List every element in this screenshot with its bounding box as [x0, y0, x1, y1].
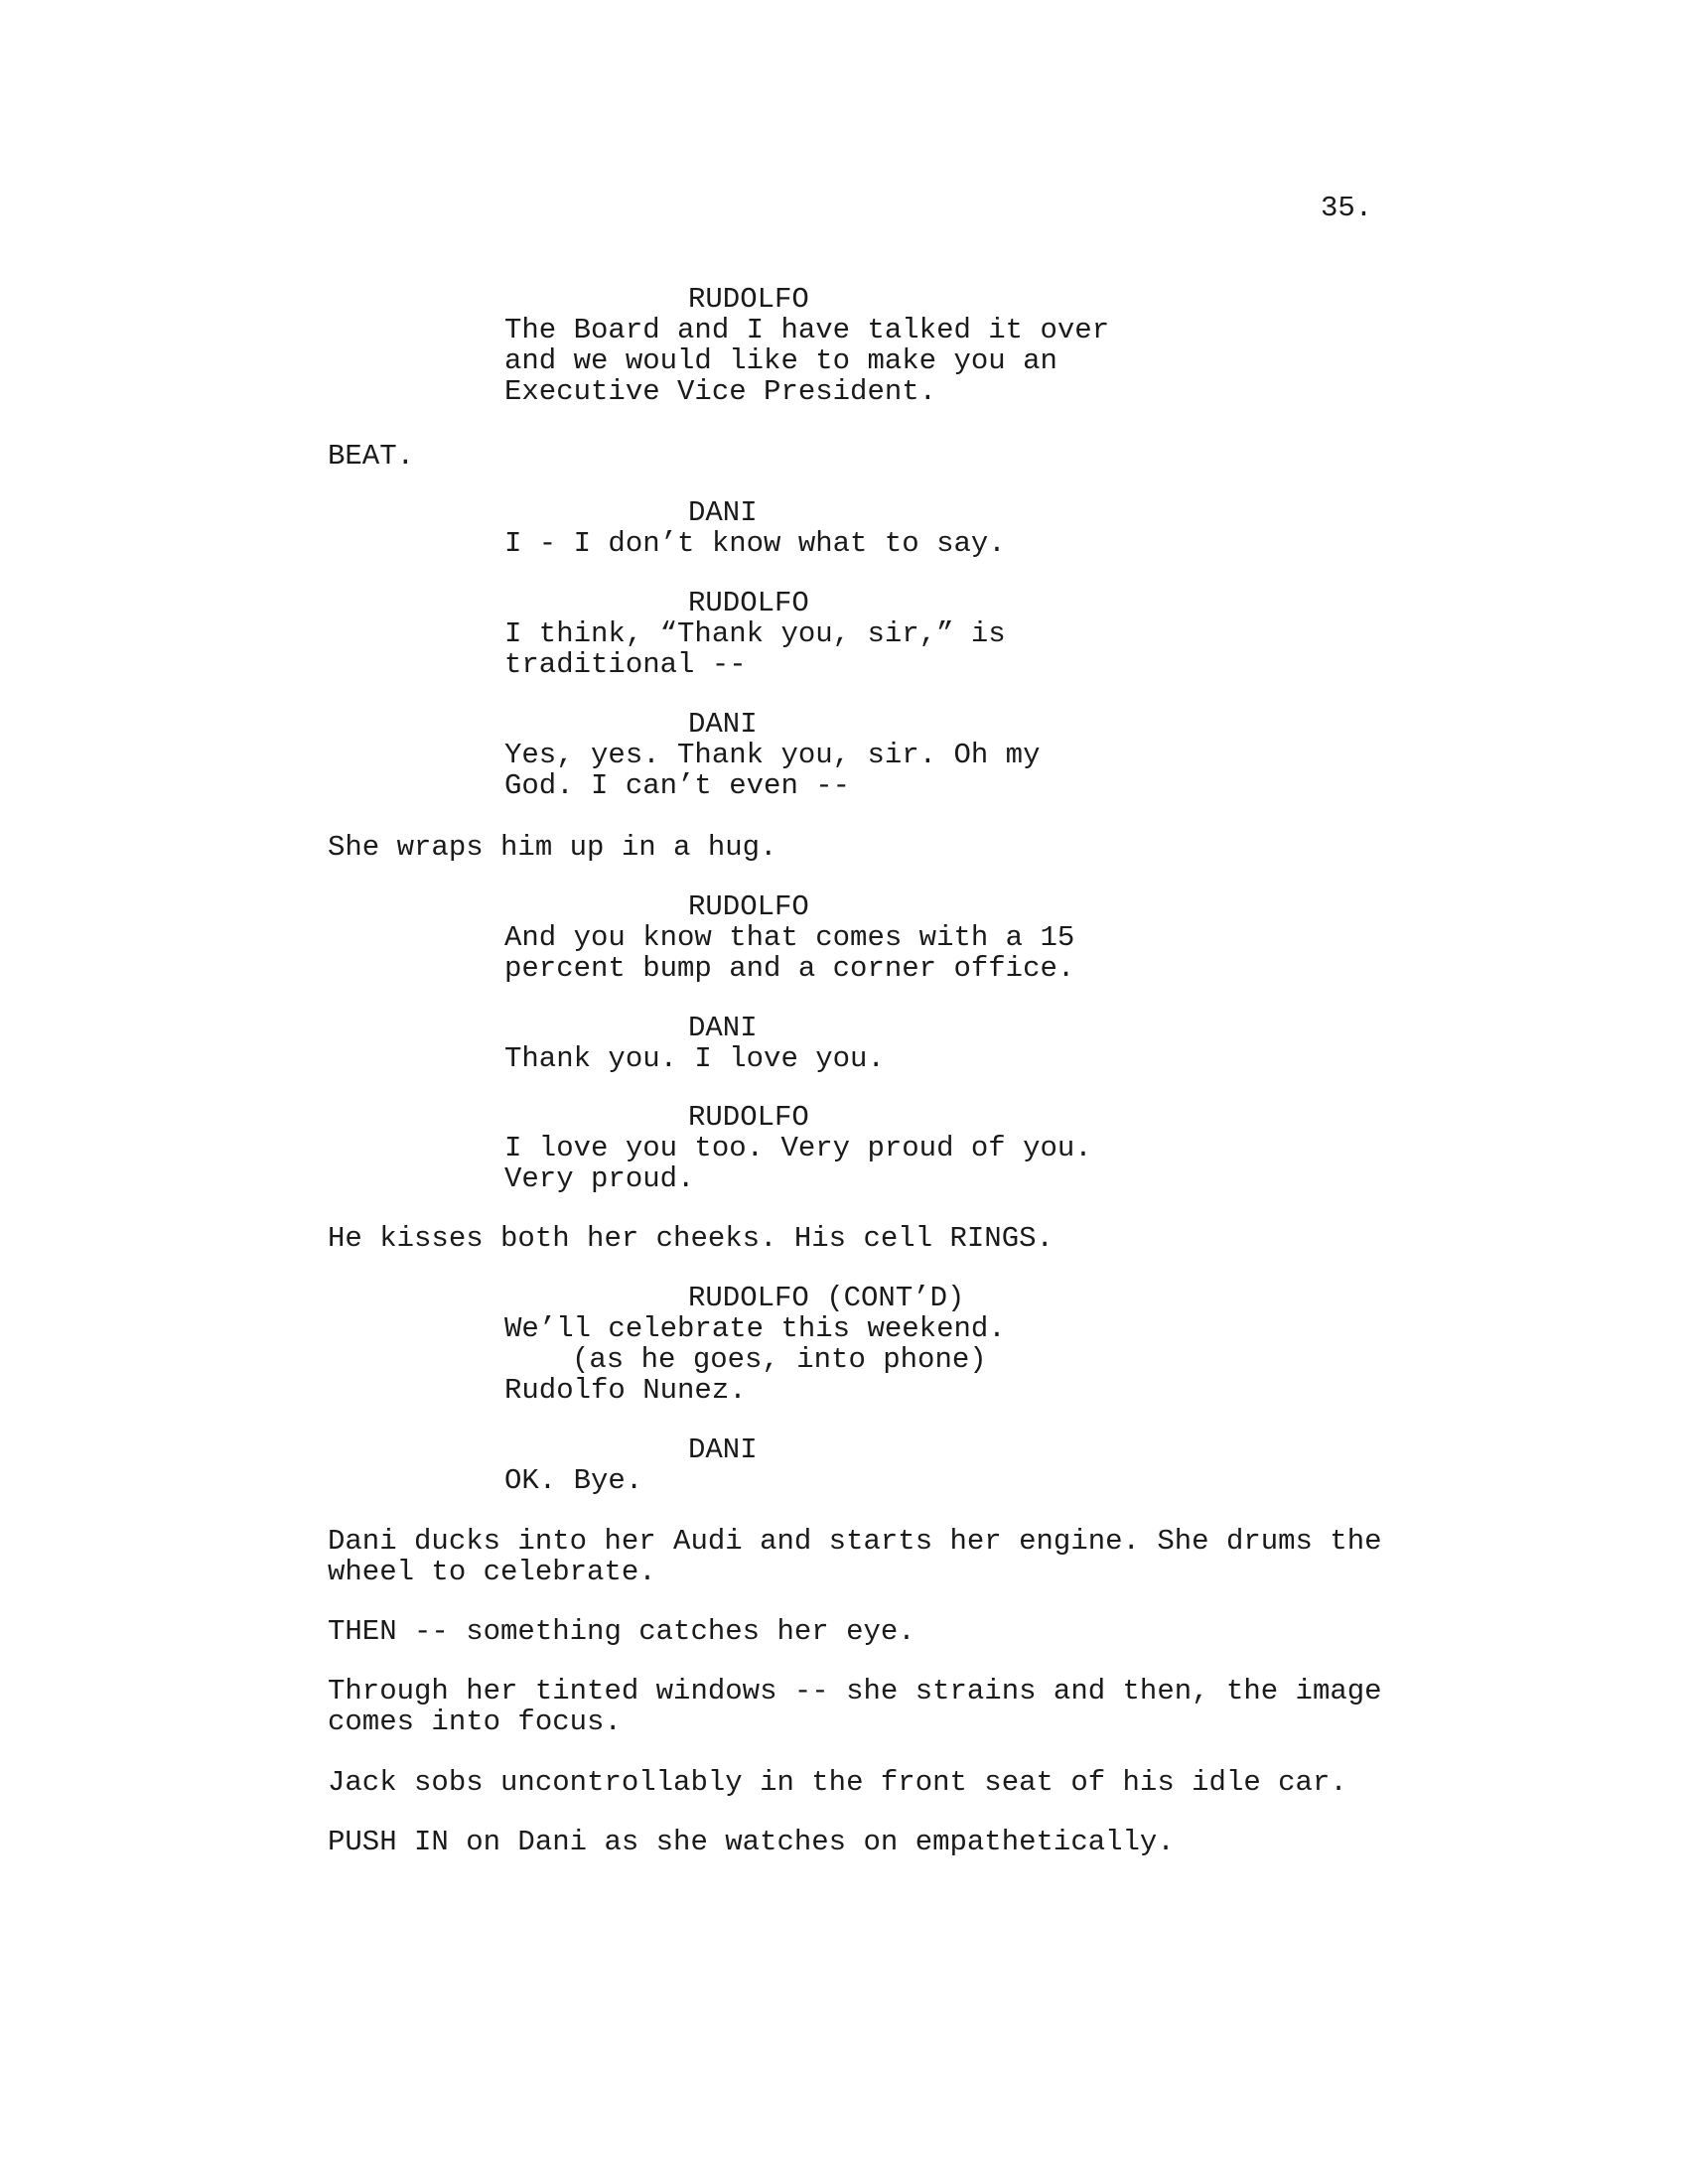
action-line: Through her tinted windows -- she strains and then, the image	[328, 1675, 1382, 1707]
character-cue-rudolfo: RUDOLFO	[688, 283, 809, 316]
action-line: THEN -- something catches her eye.	[328, 1615, 915, 1648]
action-line: Jack sobs uncontrollably in the front seat of his idle car.	[328, 1766, 1347, 1799]
parenthetical: (as he goes, into phone)	[572, 1343, 987, 1376]
character-cue-dani: DANI	[688, 496, 758, 529]
dialogue-line: I - I don’t know what to say.	[504, 527, 1006, 560]
dialogue-line: God. I can’t even --	[504, 769, 851, 802]
dialogue-line: Very proud.	[504, 1162, 695, 1195]
dialogue-line: And you know that comes with a 15	[504, 921, 1075, 954]
dialogue-line: traditional --	[504, 648, 747, 681]
character-cue-rudolfo-contd: RUDOLFO (CONT’D)	[688, 1282, 965, 1314]
character-cue-rudolfo: RUDOLFO	[688, 587, 809, 619]
character-cue-dani: DANI	[688, 708, 758, 741]
dialogue-line: Yes, yes. Thank you, sir. Oh my	[504, 739, 1041, 771]
dialogue-line: Executive Vice President.	[504, 375, 937, 408]
dialogue-line: and we would like to make you an	[504, 344, 1057, 377]
character-cue-rudolfo: RUDOLFO	[688, 1101, 809, 1134]
action-line: He kisses both her cheeks. His cell RINGS.	[328, 1222, 1054, 1255]
action-line: She wraps him up in a hug.	[328, 831, 777, 864]
action-line: comes into focus.	[328, 1706, 622, 1738]
dialogue-line: Thank you. I love you.	[504, 1042, 885, 1075]
page-number: 35.	[1321, 192, 1373, 224]
dialogue-line: I think, “Thank you, sir,” is	[504, 617, 1006, 650]
dialogue-line: percent bump and a corner office.	[504, 952, 1075, 985]
action-line: wheel to celebrate.	[328, 1556, 656, 1588]
dialogue-line: Rudolfo Nunez.	[504, 1374, 747, 1407]
dialogue-line: I love you too. Very proud of you.	[504, 1132, 1092, 1164]
character-cue-rudolfo: RUDOLFO	[688, 890, 809, 923]
dialogue-line: OK. Bye.	[504, 1464, 643, 1497]
action-line: PUSH IN on Dani as she watches on empathetically.	[328, 1826, 1175, 1858]
dialogue-line: The Board and I have talked it over	[504, 314, 1110, 346]
character-cue-dani: DANI	[688, 1433, 758, 1466]
dialogue-line: We’ll celebrate this weekend.	[504, 1312, 1006, 1345]
action-line: BEAT.	[328, 440, 415, 473]
action-line: Dani ducks into her Audi and starts her engine. She drums the	[328, 1525, 1382, 1558]
character-cue-dani: DANI	[688, 1012, 758, 1044]
